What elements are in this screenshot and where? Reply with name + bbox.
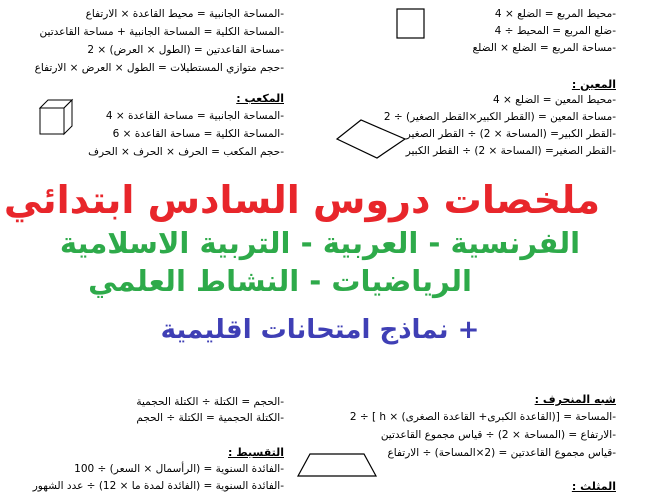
cube-heading: المكعب : <box>236 92 284 105</box>
prism-volume-line: -حجم متوازي المستطيلات = الطول × العرض × الارتفاع <box>34 62 284 74</box>
cube-volume-line: -حجم المكعب = الحرف × الحرف × الحرف <box>88 146 284 158</box>
trapezoid-heading: شبه المنحرف : <box>534 393 616 406</box>
rhombus-heading: المعين : <box>571 78 616 91</box>
cube-total-area-line: -المساحة الكلية = مساحة القاعدة × 6 <box>112 128 284 140</box>
density-line: -الكتلة الحجمية = الكتلة ÷ الحجم <box>136 412 284 424</box>
rhombus-major-diagonal-line: -القطر الكبير= (المساحة × 2) ÷ القطر الصغير <box>405 128 616 140</box>
square-figure <box>396 6 426 40</box>
trapezoid-figure <box>296 452 378 478</box>
square-perimeter-line: -محيط المربع = الضلع × 4 <box>494 8 616 20</box>
rhombus-minor-diagonal-line: -القطر الصغير= (المساحة × 2) ÷ القطر الكبير <box>405 145 616 157</box>
exams-title: + نماذج امتحانات اقليمية <box>160 315 480 345</box>
interest-heading: التقسيط : <box>228 446 284 459</box>
cube-figure <box>36 98 76 138</box>
trapezoid-height-line: -الارتفاع = (المساحة × 2) ÷ قياس مجموع القاعدتين <box>380 429 616 441</box>
main-title: ملخصات دروس السادس ابتدائي <box>3 178 600 222</box>
rhombus-area-line: -مساحة المعين = (القطر الكبير×القطر الصغير) ÷ 2 <box>383 111 616 123</box>
subjects-line-2: الرياضيات - النشاط العلمي <box>88 264 472 298</box>
volume-line: -الحجم = الكتلة ÷ الكتلة الحجمية <box>136 396 284 408</box>
square-side-line: -ضلع المربع = المحيط ÷ 4 <box>494 25 616 37</box>
prism-bases-area-line: -مساحة القاعدتين = (الطول × العرض) × 2 <box>87 44 284 56</box>
annual-interest-line-1: -الفائدة السنوية = (الرأسمال × السعر) ÷ 100 <box>74 463 284 475</box>
trapezoid-area-line: -المساحة = [(القاعدة الكبرى+ القاعدة الصغرى) × h ] ÷ 2 <box>349 411 616 423</box>
annual-interest-line-2: -الفائدة السنوية = (الفائدة لمدة ما × 12) ÷ عدد الشهور <box>32 480 284 492</box>
prism-lateral-area-line: -المساحة الجانبية = محيط القاعدة × الارتفاع <box>85 8 284 20</box>
triangle-heading: المثلث : <box>571 480 616 493</box>
subjects-line-1: الفرنسية - العربية - التربية الاسلامية <box>59 226 581 260</box>
cube-lateral-area-line: -المساحة الجانبية = مساحة القاعدة × 4 <box>105 110 284 122</box>
square-area-line: -مساحة المربع = الضلع × الضلع <box>472 42 616 54</box>
trapezoid-bases-sum-line: -قياس مجموع القاعدتين = (2×المساحة) ÷ الارتفاع <box>387 447 616 459</box>
rhombus-perimeter-line: -محيط المعين = الضلع × 4 <box>493 94 616 106</box>
prism-total-area-line: -المساحة الكلية = المساحة الجانبية + مساحة القاعدتين <box>39 26 284 38</box>
rhombus-figure <box>335 118 407 160</box>
